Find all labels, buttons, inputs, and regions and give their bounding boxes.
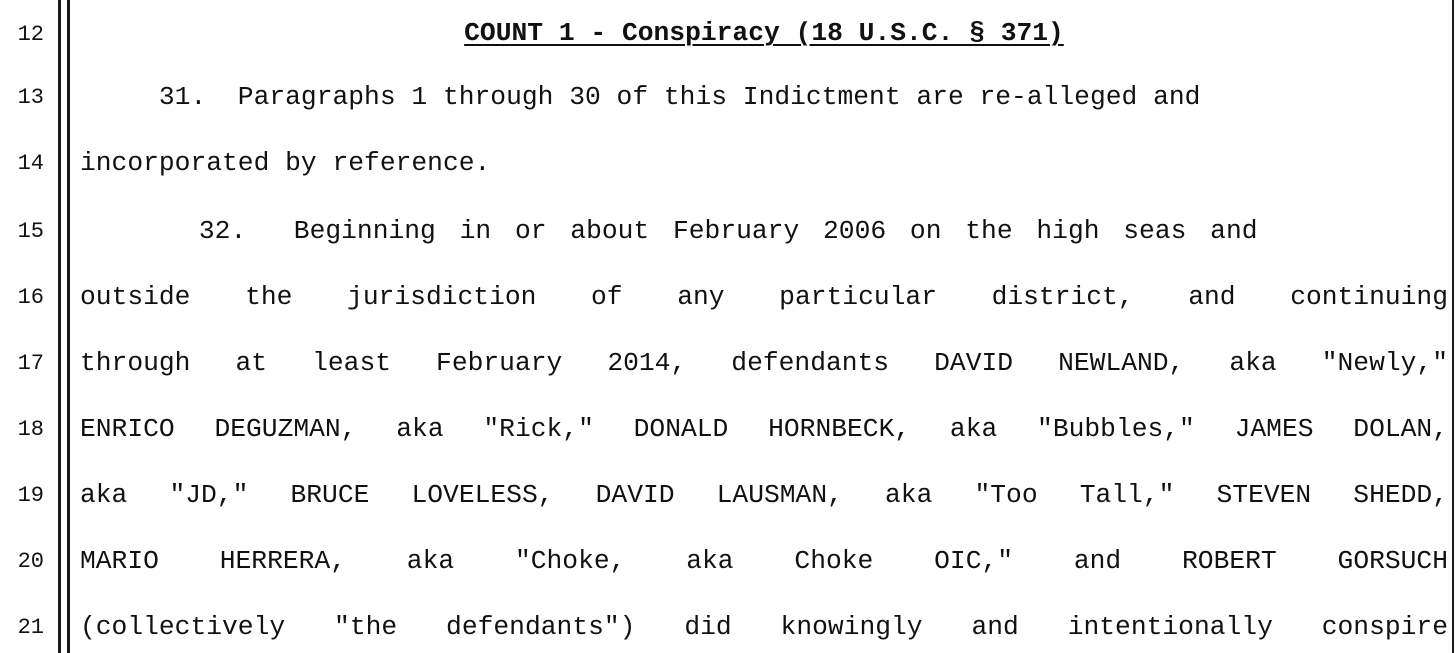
text-line: ENRICO DEGUZMAN, aka "Rick," DONALD HORNBECK, aka "Bubbles," JAMES DOLAN, — [80, 416, 1448, 443]
count-heading — [80, 20, 1448, 46]
text-line: 31. Paragraphs 1 through 30 of this Indictment are re-alleged and — [80, 84, 1201, 111]
line-number: 12 — [17, 22, 44, 47]
line-number: 15 — [17, 219, 44, 244]
left-margin-rule-inner — [67, 0, 70, 653]
line-number: 17 — [17, 351, 44, 376]
text-line: aka "JD," BRUCE LOVELESS, DAVID LAUSMAN, aka "Too Tall," STEVEN SHEDD, — [80, 482, 1448, 509]
text-line: outside the jurisdiction of any particular district, and continuing — [80, 284, 1448, 311]
line-number: 21 — [17, 615, 44, 640]
text-line: incorporated by reference. — [80, 150, 491, 177]
line-number: 18 — [17, 417, 44, 442]
line-number: 14 — [17, 151, 44, 176]
right-margin-rule — [1452, 0, 1454, 653]
text-line: 32. Beginning in or about February 2006 on the high seas and — [80, 218, 1258, 245]
left-margin-rule-outer — [58, 0, 61, 653]
line-number: 13 — [17, 85, 44, 110]
text-line: through at least February 2014, defendants DAVID NEWLAND, aka "Newly," — [80, 350, 1448, 377]
line-number: 20 — [17, 549, 44, 574]
count-heading-text: COUNT 1 - Conspiracy (18 U.S.C. § 371) — [464, 18, 1064, 48]
line-number: 19 — [17, 483, 44, 508]
text-line: (collectively "the defendants") did knowingly and intentionally conspire — [80, 614, 1448, 641]
line-number: 16 — [17, 285, 44, 310]
text-line: MARIO HERRERA, aka "Choke, aka Choke OIC," and ROBERT GORSUCH — [80, 548, 1448, 575]
